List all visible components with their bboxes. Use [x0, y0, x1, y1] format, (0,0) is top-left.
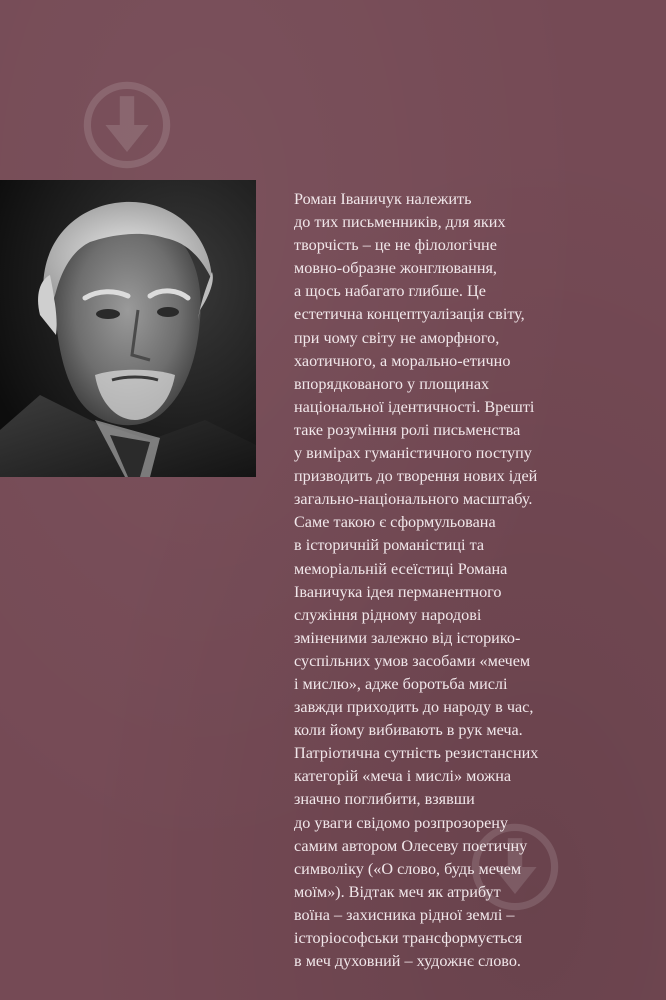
annotation-line: суспільних умов засобами «мечем: [294, 651, 531, 670]
annotation-line: воїна – захисника рідної землі –: [294, 905, 515, 924]
annotation-line: моїм»). Відтак меч як атрибут: [294, 882, 501, 901]
annotation-text: [294, 188, 614, 973]
annotation-line: в історичній романістиці та: [294, 536, 485, 555]
annotation-line: самим автором Олесеву поетичну: [294, 836, 528, 855]
author-portrait: [0, 180, 256, 477]
annotation-line: в меч духовний – художнє слово.: [294, 952, 521, 971]
annotation-line: Патріотична сутність резистансних: [294, 744, 539, 763]
annotation-line: Роман Іваничук належить: [294, 190, 472, 208]
download-arrow-watermark-icon: [82, 80, 172, 170]
annotation-line: символіку («О слово, будь мечем: [294, 859, 522, 878]
annotation-line: при чому світу не аморфного,: [294, 328, 500, 347]
annotation-line: призводить до творення нових ідей: [294, 467, 538, 486]
annotation-line: хаотичного, а морально-етично: [294, 351, 511, 370]
annotation-line: і мислю», адже боротьба мислі: [294, 674, 508, 693]
annotation-line: у вимірах гуманістичного поступу: [294, 444, 532, 463]
annotation-line: творчість – це не філологічне: [294, 236, 497, 255]
annotation-line: впорядкованого у площинах: [294, 374, 490, 393]
annotation-line: а щось набагато глибше. Це: [294, 282, 486, 301]
annotation-line: Іваничука ідея перманентного: [294, 582, 502, 601]
annotation-line: меморіальній есеїстиці Романа: [294, 559, 508, 578]
annotation-line: загально-національного масштабу.: [294, 490, 533, 509]
annotation-line: мовно-образне жонглювання,: [294, 259, 497, 278]
annotation-line: історіософськи трансформується: [294, 929, 523, 947]
annotation-line: зміненими залежно від історико-: [294, 628, 521, 647]
annotation-line: національної ідентичності. Врешті: [294, 397, 535, 416]
annotation-line: таке розуміння ролі письменства: [294, 420, 521, 439]
download-arrow-watermark-icon: [470, 822, 560, 912]
annotation-line: до уваги свідомо розпрозорену: [294, 813, 509, 832]
annotation-line: естетична концептуалізація світу,: [294, 305, 525, 324]
annotation-line: категорій «меча і мислі» можна: [294, 767, 512, 786]
annotation-line: Саме такою є сформульована: [294, 513, 496, 532]
annotation-line: значно поглибити, взявши: [294, 790, 475, 809]
annotation-line: коли йому вибивають в рук меча.: [294, 721, 523, 740]
annotation-line: до тих письменників, для яких: [294, 213, 506, 232]
annotation-line: служіння рідному народові: [294, 605, 482, 624]
annotation-line: завжди приходить до народу в час,: [294, 698, 534, 717]
